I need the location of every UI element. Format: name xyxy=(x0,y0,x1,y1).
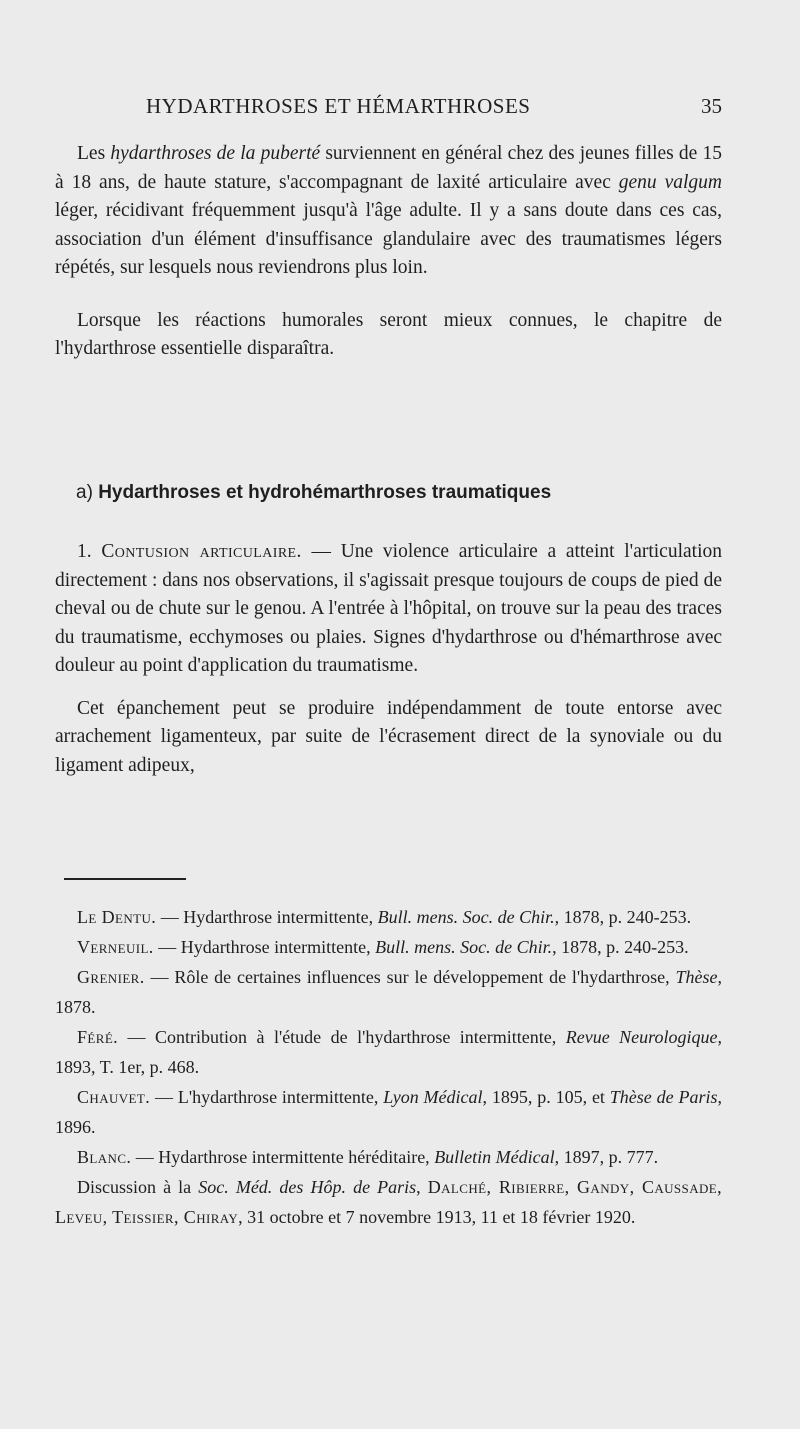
section-contusion xyxy=(55,538,722,780)
reference-item: Le Dentu. — Hydarthrose intermittente, Bull. mens. Soc. de Chir., 1878, p. 240-253. xyxy=(77,907,692,927)
reference-item: Verneuil. — Hydarthrose intermittente, Bull. mens. Soc. de Chir., 1878, p. 240-253. xyxy=(77,937,689,957)
italic-term: genu valgum xyxy=(618,171,723,193)
italic-term: hydarthroses de la puberté xyxy=(110,143,321,164)
reference-item: Grenier. — Rôle de certaines influences sur le développement de l'hydarthrose, Thèse, 1878. xyxy=(55,967,722,1017)
subsection-title: Hydarthroses et hydrohémarthroses traumatiques xyxy=(98,482,552,503)
page-number: 35 xyxy=(701,94,722,118)
subsection-heading xyxy=(76,480,736,506)
references-list xyxy=(55,902,722,1232)
subsection-letter: a) xyxy=(76,482,93,503)
intro-text xyxy=(55,140,722,364)
section-number: 1. xyxy=(77,541,92,562)
running-title: HYDARTHROSES ET HÉMARTHROSES xyxy=(146,94,531,118)
paragraph-puberty: Les hydarthroses de la puberté surviennent en général chez des jeunes filles de 15 à 18 ans, de haute stature, s'accompagnant de laxité articulaire avec genu valgum léger, récidivant fréquemment jusqu'à l'âge adulte. Il y a sans doute dans ces cas, association d'un élément d'insuffisance glandulaire avec des traumatismes légers répétés, sur lesquels nous reviendrons plus loin. xyxy=(55,143,723,278)
footnote-separator xyxy=(64,878,186,880)
paragraph-contusion: 1. Contusion articulaire. — Une violence articulaire a atteint l'articulation directement : dans nos observations, il s'agissait presque toujours de coups de pied de cheval ou de chute sur le genou. A l'entrée à l'hôpital, on trouve sur la peau des traces du traumatisme, ecchymoses ou plaies. Signes d'hydarthrose ou d'hémarthrose avec douleur au point d'application du traumatisme. xyxy=(55,541,722,676)
paragraph-humoral: Lorsque les réactions humorales seront mieux connues, le chapitre de l'hydarthrose essentielle disparaîtra. xyxy=(55,309,722,359)
reference-item: Chauvet. — L'hydarthrose intermittente, Lyon Médical, 1895, p. 105, et Thèse de Paris, 1896. xyxy=(55,1087,722,1137)
reference-item: Féré. — Contribution à l'étude de l'hydarthrose intermittente, Revue Neurologique, 1893, T. 1er, p. 468. xyxy=(55,1027,722,1077)
reference-item: Discussion à la Soc. Méd. des Hôp. de Paris, Dalché, Ribierre, Gandy, Caussade, Leveu, Teissier, Chiray, 31 octobre et 7 novembre 1913, 11 et 18 février 1920. xyxy=(55,1177,723,1227)
paragraph-epanchement: Cet épanchement peut se produire indépendamment de toute entorse avec arrachement ligamenteux, par suite de l'écrasement direct de la synoviale ou du ligament adipeux, xyxy=(55,697,722,776)
section-heading: Contusion articulaire. xyxy=(101,541,302,562)
reference-item: Blanc. — Hydarthrose intermittente héréditaire, Bulletin Médical, 1897, p. 777. xyxy=(77,1147,659,1167)
